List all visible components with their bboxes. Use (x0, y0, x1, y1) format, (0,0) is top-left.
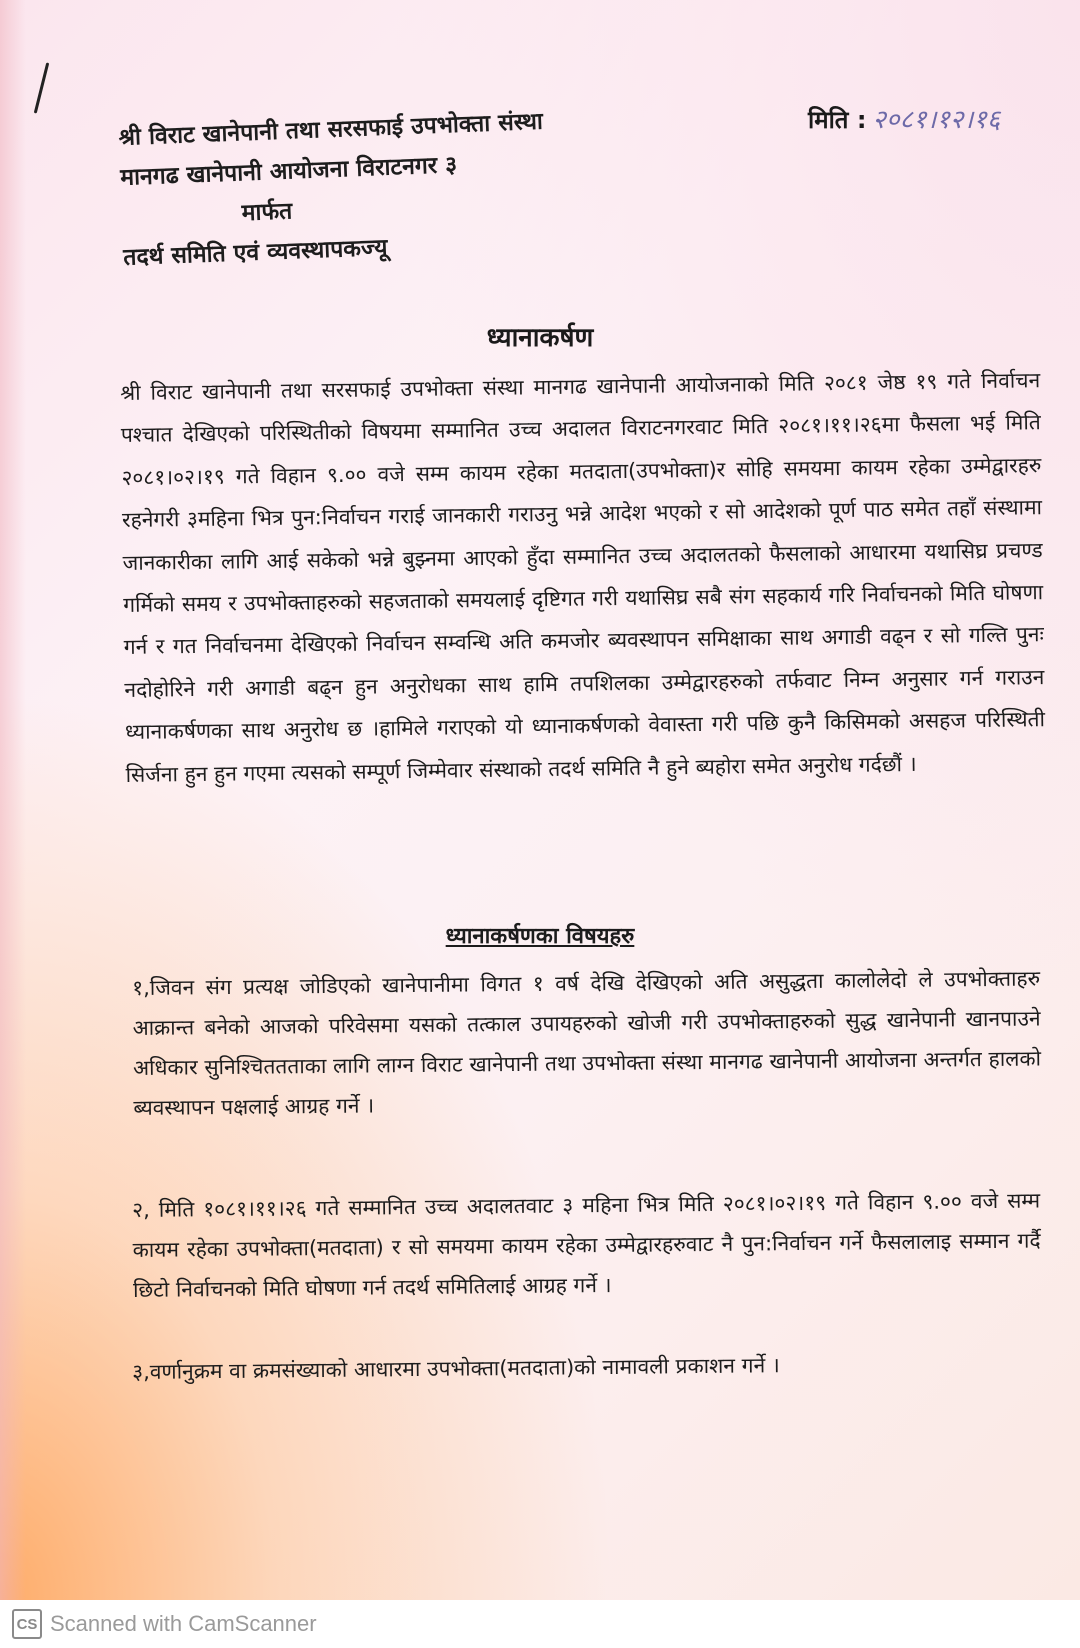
scanner-footer (0, 1600, 1080, 1648)
scanner-watermark: Scanned with CamScanner (50, 1611, 317, 1636)
camscanner-logo-icon: CS (12, 1609, 42, 1639)
list-item: ३,वर्णानुक्रम वा क्रमसंख्याको आधारमा उपभोक्ता(मतदाता)को नामावली प्रकाशन गर्ने । (132, 1353, 780, 1384)
recipient-address (118, 97, 684, 278)
date-line (808, 100, 1000, 136)
address-line-3: मार्फत (241, 198, 293, 227)
page-edge-shadow (0, 0, 26, 1600)
list-item: १,जिवन संग प्रत्यक्ष जोडिएको खानेपानीमा विगत १ वर्ष देखि देखिएको अति असुद्धता कालोलेदो ले उपभोक्ताहरु आक्रान्त बनेको आजको परिवेसमा यसको तत्काल उपायहरुको खोजी गरी उपभोक्ताहरुको सुद्ध खानेपानी खानपाउने अधिकार सुनिश्चिततताका लागि लाग्न विराट खानेपानी तथा उपभोक्ता संस्था मानगढ खानेपानी आयोजना अन्तर्गत हालको ब्यवस्थापन पक्षलाई आग्रह गर्ने । (132, 966, 1042, 1120)
pen-mark (34, 62, 49, 113)
document-title: ध्यानाकर्षण (486, 323, 594, 353)
body-paragraph: श्री विराट खानेपानी तथा सरसफाई उपभोक्ता संस्था मानगढ खानेपानी आयोजनाको मिति २०८१ जेष्ठ १९ गते निर्वाचन पश्चात देखिएको परिस्थितीको विषयमा सम्मानित उच्च अदालत विराटनगरवाट मिति २०८१।११।२६मा फैसला भई मिति २०८१।०२।१९ गते विहान ९.०० वजे सम्म कायम रहेका मतदाता(उपभोक्ता)र सोहि समयमा कायम रहेका उम्मेद्वारहरु रहनेगरी ३महिना भित्र पुन:निर्वाचन गराई जानकारी गराउनु भन्ने आदेश भएको र सो आदेशको पूर्ण पाठ समेत तहाँ संस्थामा जानकारीका लागि आई सकेको भन्ने बुझ्नमा आएको हुँदा सम्मानित उच्च अदालतको फैसलाको आधारमा यथासिघ्र प्रचण्ड गर्मिको समय र उपभोक्ताहरुको सहजताको समयलाई दृष्टिगत गरी यथासिघ्र सबै संग सहकार्य गरि निर्वाचनको मिति घोषणा गर्न र गत निर्वाचनमा देखिएको निर्वाचन सम्वन्धि अति कमजोर ब्यवस्थापन समिक्षाका साथ अगाडी वढ्न र सो गल्ति पुनः नदोहोरिने गरी अगाडी बढ्न हुन अनुरोधका साथ हामि तपशिलका उम्मेद्वारहरुको तर्फवाट निम्न अनुसार गर्न गराउन ध्यानाकर्षणका साथ अनुरोध छ ।हामिले गराएको यो ध्यानाकर्षणको वेवास्ता गरी पछि कुनै किसिमको असहज परिस्थिती सिर्जना हुन हुन गएमा त्यसको सम्पूर्ण जिम्मेवार संस्थाको तदर्थ समिति नै हुने ब्यहोरा समेत अनुरोध गर्दछौं । (120, 368, 1046, 787)
section-subtitle: ध्यानाकर्षणका विषयहरु (445, 924, 635, 949)
list-item: २, मिति १०८१।११।२६ गते सम्मानित उच्च अदालतवाट ३ महिना भित्र मिति २०८१।०२।१९ गते विहान ९.०० वजे सम्म कायम रहेका उपभोक्ता(मतदाता) र सो समयमा कायम रहेका उम्मेद्वारहरुवाट नै पुन:निर्वाचन गर्ने फैसलालाइ सम्मान गर्दै छिटो निर्वाचनको मिति घोषणा गर्न तदर्थ समितिलाई आग्रह गर्ने । (132, 1188, 1041, 1302)
address-line-2: मानगढ खानेपानी आयोजना विराटनगर ३ (119, 152, 458, 191)
handwritten-date: २०८१।१२।१६ (872, 105, 1001, 135)
address-line-4: तदर्थ समिति एवं व्यवस्थापकज्यू (122, 234, 388, 271)
date-label: मिति : (808, 106, 867, 134)
address-line-1: श्री विराट खानेपानी तथा सरसफाई उपभोक्ता संस्था (118, 108, 544, 151)
